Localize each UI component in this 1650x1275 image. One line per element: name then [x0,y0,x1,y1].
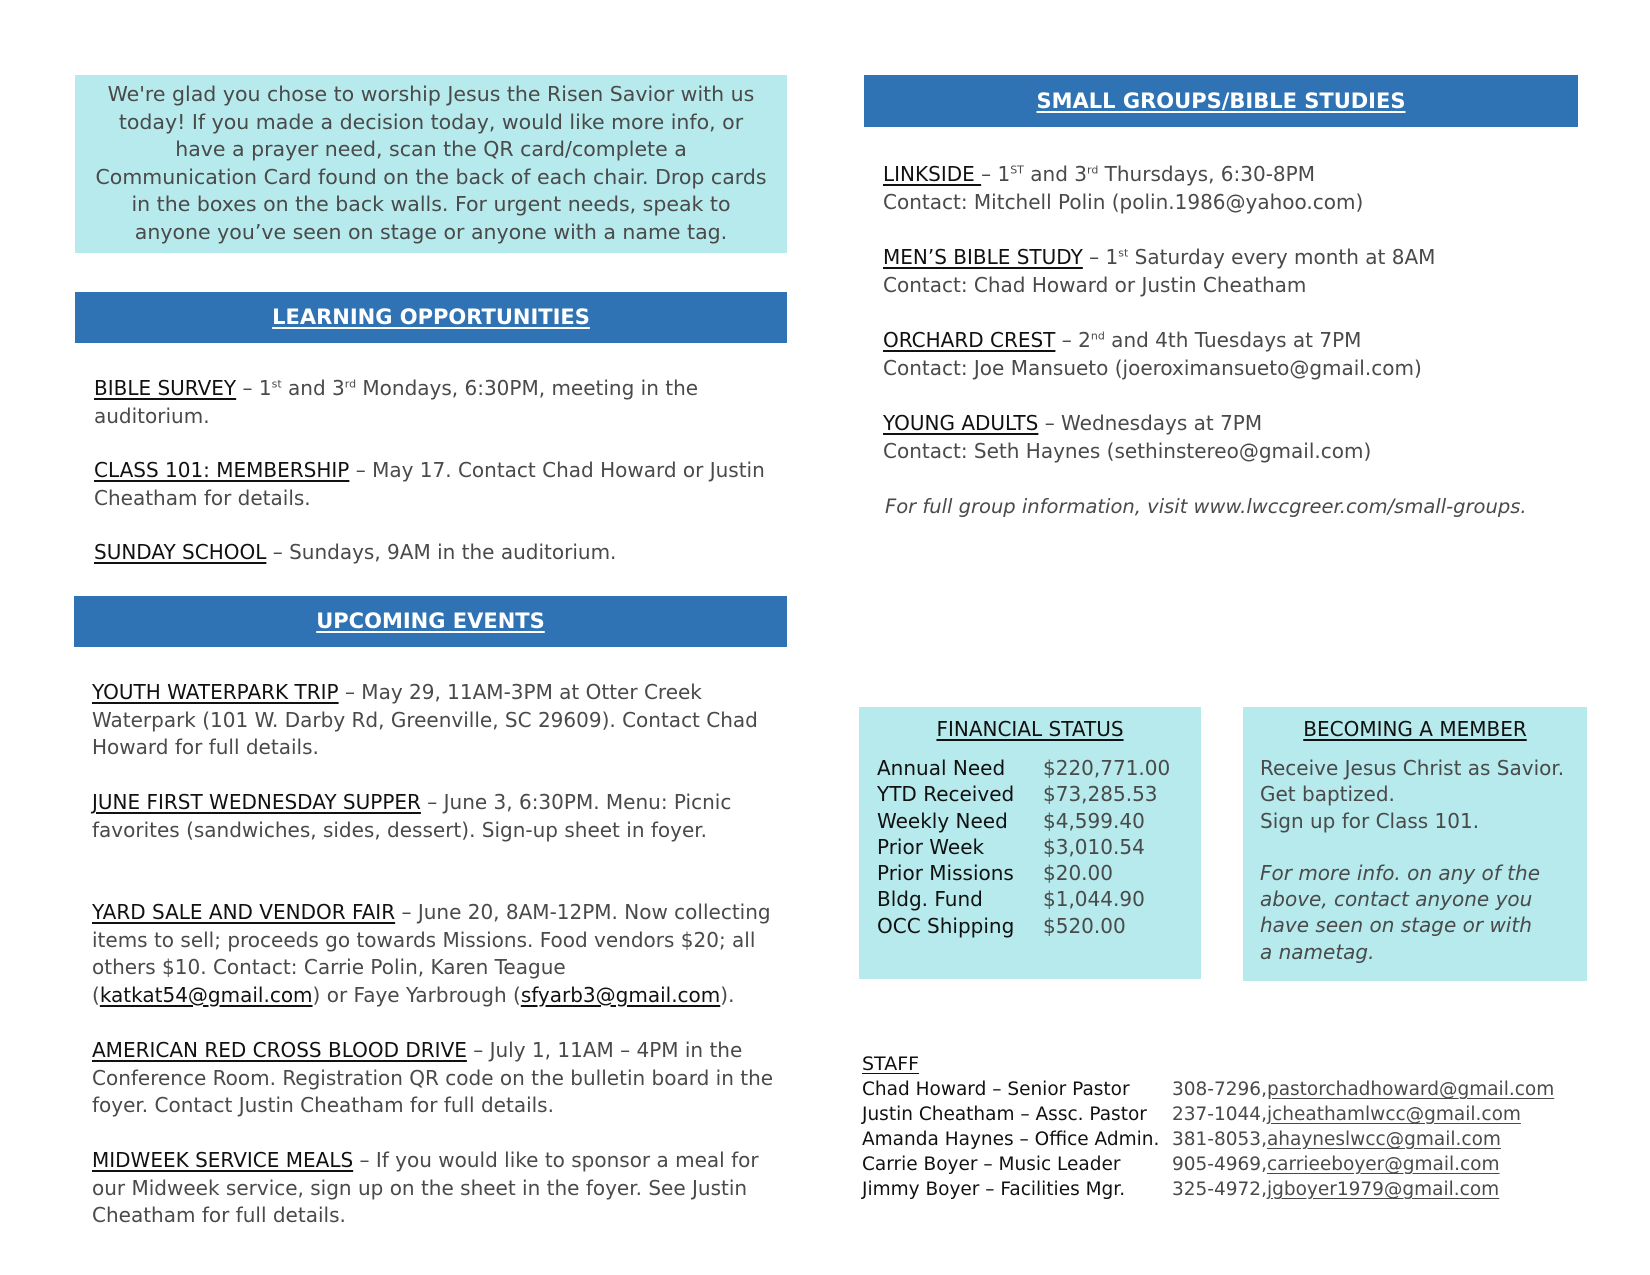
financial-label: Bldg. Fund [877,887,983,912]
financial-value: $3,010.54 [1043,834,1145,859]
group-item-text: Thursdays, 6:30-8PM [1098,162,1315,186]
ordinal-sup: nd [1090,329,1105,343]
financial-label: Annual Need [877,756,1006,780]
financial-row [877,860,1201,886]
learning-heading-banner [75,292,787,343]
ordinal-sup: rd [344,377,357,391]
member-step: Receive Jesus Christ as Savior. [1260,756,1565,780]
group-item-contact: Contact: Joe Mansueto (joeroximansueto@gmail.com) [883,355,1422,380]
staff-email-link[interactable]: carrieeboyer@gmail.com [1266,1154,1500,1175]
financial-row [877,886,1201,912]
groups-heading: SMALL GROUPS/BIBLE STUDIES [1036,89,1406,113]
financial-value: $4,599.40 [1043,808,1145,833]
ordinal-sup: st [271,377,282,391]
learning-item-text: – Sundays, 9AM in the auditorium. [266,540,617,564]
financial-label: Prior Week [877,834,985,859]
learning-item-text: Mondays, 6:30PM, meeting in the auditorium. [94,376,699,428]
staff-row [862,1177,1582,1202]
event-item-text: ) or Faye Yarbrough ( [312,982,521,1007]
staff-phone: 237-1044, [1172,1104,1267,1125]
email-link[interactable]: sfyarb3@gmail.com [520,982,721,1007]
learning-item-title[interactable]: BIBLE SURVEY [94,376,237,400]
financial-row [877,808,1201,834]
group-item-text: – Wednesdays at 7PM [1038,411,1263,435]
member-note-line: For more info. on any of the [1260,860,1540,885]
financial-status-box [859,707,1201,979]
staff-email-link[interactable]: jcheathamlwcc@gmail.com [1266,1104,1521,1125]
group-item-title[interactable]: LINKSIDE [883,162,982,186]
staff-name: Justin Cheatham – Assc. Pastor [862,1104,1147,1125]
staff-phone: 381-8053, [1172,1129,1267,1150]
staff-name: Jimmy Boyer – Facilities Mgr. [862,1179,1126,1200]
group-item-title[interactable]: ORCHARD CREST [883,328,1056,352]
group-item-title[interactable]: YOUNG ADULTS [883,411,1039,435]
financial-value: $220,771.00 [1043,756,1171,780]
group-item-young-adults [883,410,1583,465]
events-heading: UPCOMING EVENTS [316,609,545,633]
event-item-blood-drive [92,1037,782,1120]
group-item-text: – 1 [1082,245,1119,269]
groups-heading-banner [864,75,1578,127]
learning-item-title[interactable]: CLASS 101: MEMBERSHIP [94,458,350,482]
event-item-text: – May 29, 11AM-3PM at Otter Creek Waterpark (101 W. Darby Rd, Greenville, SC 29609). Contact Chad Howard for full details. [92,680,758,759]
staff-row [862,1127,1582,1152]
group-item-text: and 4th Tuesdays at 7PM [1104,328,1362,352]
member-note-line: a nametag. [1260,939,1375,964]
staff-email-link[interactable]: pastorchadhoward@gmail.com [1266,1079,1555,1100]
staff-phone: 308-7296, [1172,1079,1267,1100]
email-link[interactable]: katkat54@gmail.com [99,982,313,1007]
staff-email-link[interactable]: ahayneslwcc@gmail.com [1266,1129,1501,1150]
event-item-waterpark [92,679,782,762]
learning-item-text: – May 17. Contact Chad Howard or Justin Cheatham for details. [94,458,765,510]
financial-value: $20.00 [1043,861,1113,886]
financial-label: OCC Shipping [877,913,1015,938]
financial-label: Prior Missions [877,861,1014,886]
financial-row [877,781,1201,807]
learning-item-bible-survey [94,375,774,430]
ordinal-sup: rd [1086,163,1099,177]
event-item-yard-sale [92,899,782,1009]
learning-item-sunday-school [94,539,774,567]
group-item-text: and 3 [1023,162,1087,186]
financial-value: $73,285.53 [1043,782,1158,807]
financial-value: $520.00 [1043,913,1126,938]
member-step: Get baptized. [1260,782,1395,807]
event-item-midweek-meals [92,1147,782,1230]
event-item-wednesday-supper [92,789,782,844]
staff-row [862,1077,1582,1102]
becoming-member-box [1243,707,1587,981]
member-note-line: above, contact anyone you [1260,887,1533,912]
learning-item-text: – 1 [236,376,272,400]
welcome-text: We're glad you chose to worship Jesus the Risen Savior with us today! If you made a decision today, would like more info, or have a prayer need, scan the QR card/complete a Communication Card found on the back of each chair. Drop cards in the boxes on the back walls. For urgent needs, speak to anyone you’ve seen on stage or anyone with a name tag. [95,82,767,244]
staff-phone: 325-4972, [1172,1179,1267,1200]
staff-section [862,1052,1582,1202]
member-step: Sign up for Class 101. [1260,808,1480,833]
staff-name: Carrie Boyer – Music Leader [862,1154,1121,1175]
ordinal-sup: ST [1010,163,1024,177]
welcome-box [75,75,787,253]
financial-row [877,755,1201,781]
staff-row [862,1102,1582,1127]
learning-item-text: and 3 [281,376,345,400]
learning-item-title[interactable]: SUNDAY SCHOOL [94,540,267,564]
event-item-text: – If you would like to sponsor a meal for our Midweek service, sign up on the sheet in the foyer. See Justin Cheatham for full details. [92,1148,759,1227]
group-item-title[interactable]: MEN’S BIBLE STUDY [883,245,1083,269]
financial-row [877,913,1201,939]
financial-heading: FINANCIAL STATUS [936,717,1124,741]
financial-label: YTD Received [877,782,1015,807]
event-item-title[interactable]: JUNE FIRST WEDNESDAY SUPPER [92,790,421,814]
group-item-text: – 1 [981,162,1011,186]
group-item-contact: Contact: Mitchell Polin (polin.1986@yahoo.com) [883,189,1364,214]
event-item-text: – June 3, 6:30PM. Menu: Picnic favorites (sandwiches, sides, dessert). Sign-up sheet in foyer. [92,790,732,842]
learning-item-class-101 [94,457,774,512]
financial-value: $1,044.90 [1043,887,1145,912]
group-item-text: – 2 [1055,328,1091,352]
group-item-text: Saturday every month at 8AM [1128,245,1436,269]
event-item-title[interactable]: YOUTH WATERPARK TRIP [92,680,339,704]
ordinal-sup: st [1118,246,1129,260]
event-item-text: – July 1, 11AM – 4PM in the Conference Room. Registration QR code on the bulletin board in the foyer. Contact Justin Cheatham for full details. [92,1038,774,1117]
event-item-text: ). [720,982,735,1007]
member-heading: BECOMING A MEMBER [1303,717,1527,741]
groups-footer-note: For full group information, visit www.lwccgreer.com/small-groups. [885,495,1527,518]
group-item-contact: Contact: Chad Howard or Justin Cheatham [883,272,1307,297]
event-item-title[interactable]: MIDWEEK SERVICE MEALS [92,1148,354,1172]
staff-phone: 905-4969, [1172,1154,1267,1175]
event-item-text: – June 20, 8AM-12PM. Now collecting items to sell; proceeds go towards Missions. Food vendors $20; all others $10. Contact: Carrie Polin, Karen Teague ( [92,900,771,1007]
events-heading-banner [74,596,787,647]
learning-heading: LEARNING OPPORTUNITIES [272,305,590,329]
group-item-linkside [883,161,1583,216]
financial-row [877,834,1201,860]
group-item-mens-bible-study [883,244,1583,299]
event-item-title[interactable]: YARD SALE AND VENDOR FAIR [92,900,396,924]
staff-email-link[interactable]: jgboyer1979@gmail.com [1266,1179,1500,1200]
staff-name: Amanda Haynes – Office Admin. [862,1129,1160,1150]
staff-row [862,1152,1582,1177]
staff-name: Chad Howard – Senior Pastor [862,1079,1130,1100]
group-item-contact: Contact: Seth Haynes (sethinstereo@gmail.com) [883,438,1372,463]
member-note-line: have seen on stage or with [1260,913,1532,938]
group-item-orchard-crest [883,327,1583,382]
financial-label: Weekly Need [877,808,1008,833]
staff-heading: STAFF [862,1053,920,1075]
event-item-title[interactable]: AMERICAN RED CROSS BLOOD DRIVE [92,1038,467,1062]
